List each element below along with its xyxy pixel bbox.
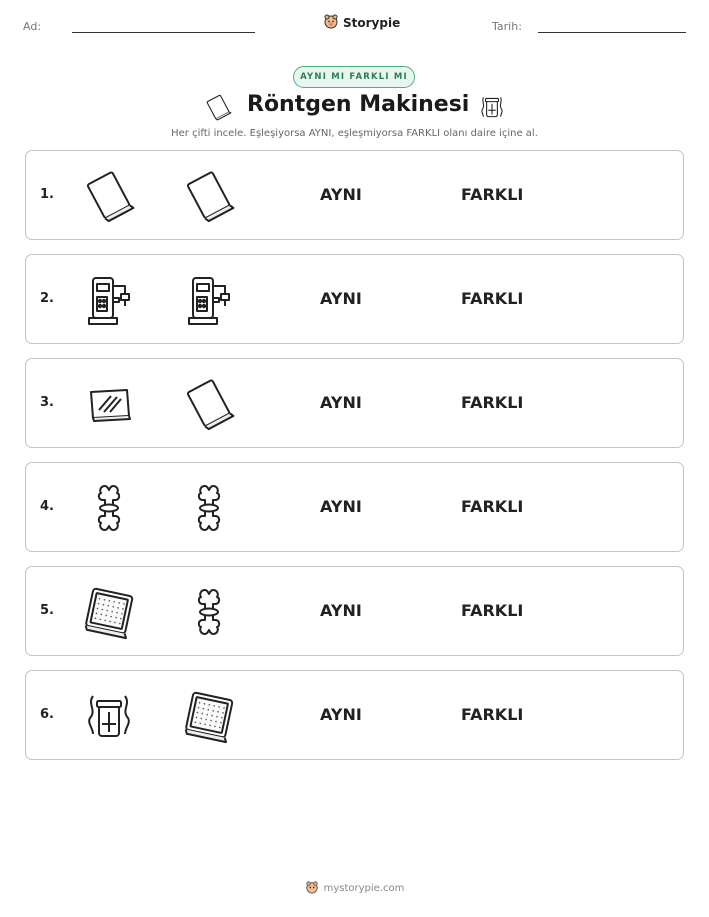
jar-icon [477,92,507,126]
question-number: 5. [40,603,54,618]
film-icon [181,168,237,224]
question-row [25,566,684,656]
glass-plate-icon [81,376,137,432]
question-row [25,150,684,240]
page-title: Röntgen Makinesi [247,92,470,117]
brand-logo [323,13,400,33]
worksheet-type-badge: AYNI MI FARKLI MI [293,66,415,88]
instructions: Her çifti incele. Eşleşiyorsa AYNI, eşleşmiyorsa FARKLI olanı daire içine al. [171,128,538,139]
xray-machine-icon [181,272,237,328]
xray-panel-icon [181,688,237,744]
question-row [25,254,684,344]
film-icon [81,168,137,224]
different-choice[interactable]: FARKLI [461,601,524,620]
jar-icon [81,688,137,744]
xray-machine-icon [81,272,137,328]
question-number: 1. [40,187,54,202]
same-choice[interactable]: AYNI [320,497,362,516]
question-row [25,462,684,552]
same-choice[interactable]: AYNI [320,601,362,620]
same-choice[interactable]: AYNI [320,185,362,204]
name-field[interactable] [72,32,255,33]
question-number: 3. [40,395,54,410]
different-choice[interactable]: FARKLI [461,289,524,308]
different-choice[interactable]: FARKLI [461,185,524,204]
same-choice[interactable]: AYNI [320,705,362,724]
same-choice[interactable]: AYNI [320,289,362,308]
bone-icon [81,480,137,536]
date-label: Tarih: [492,20,522,33]
question-number: 6. [40,707,54,722]
question-row [25,670,684,760]
same-choice[interactable]: AYNI [320,393,362,412]
brand-name: Storypie [343,16,401,30]
name-label: Ad: [23,20,42,33]
question-row [25,358,684,448]
bone-icon [181,584,237,640]
film-icon [181,376,237,432]
different-choice[interactable]: FARKLI [461,497,524,516]
storypie-mascot-icon [323,13,339,33]
title-row [0,90,709,126]
question-number: 4. [40,499,54,514]
storypie-mascot-icon [305,880,319,897]
bone-icon [181,480,237,536]
different-choice[interactable]: FARKLI [461,393,524,412]
footer-url[interactable]: mystorypie.com [323,883,405,894]
film-icon [203,92,233,126]
different-choice[interactable]: FARKLI [461,705,524,724]
footer [0,880,709,897]
xray-panel-icon [81,584,137,640]
date-field[interactable] [538,32,686,33]
question-number: 2. [40,291,54,306]
